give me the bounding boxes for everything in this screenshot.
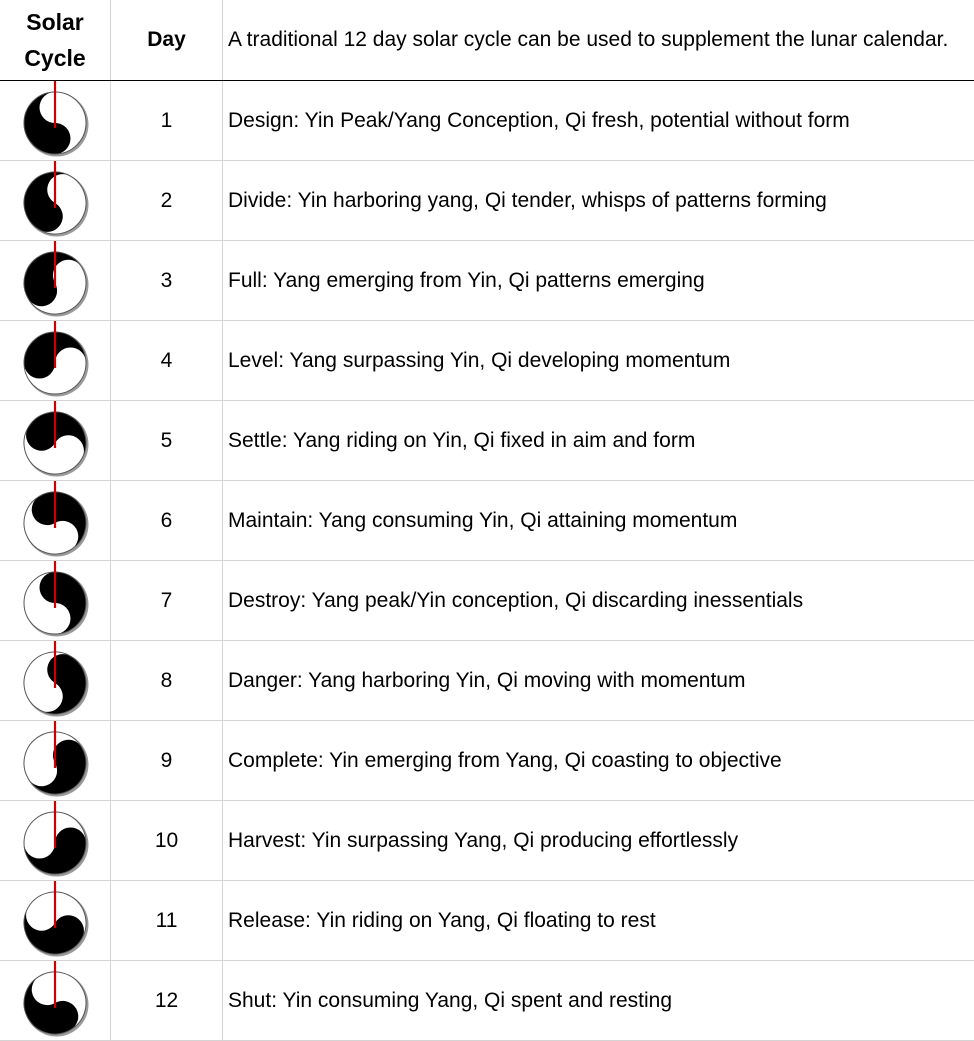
day-cell: 9 [111, 721, 223, 800]
day-cell: 10 [111, 801, 223, 880]
yin-yang-icon [15, 801, 95, 881]
description-cell: Maintain: Yang consuming Yin, Qi attaining momentum [228, 508, 738, 532]
yin-yang-icon [15, 161, 95, 241]
yin-yang-icon [15, 881, 95, 961]
header-description: A traditional 12 day solar cycle can be used to supplement the lunar calendar. [228, 28, 949, 51]
header-solar-cycle [0, 0, 111, 80]
table-row [0, 881, 974, 961]
symbol-cell [0, 561, 111, 640]
symbol-cell [0, 401, 111, 480]
header-row [0, 0, 974, 81]
day-cell: 1 [111, 81, 223, 160]
symbol-cell [0, 81, 111, 160]
yin-yang-icon [15, 561, 95, 641]
table-row [0, 801, 974, 881]
description-cell: Shut: Yin consuming Yang, Qi spent and resting [228, 988, 673, 1012]
header-day: Day [111, 0, 223, 80]
yin-yang-icon [15, 401, 95, 481]
day-cell: 5 [111, 401, 223, 480]
symbol-cell [0, 961, 111, 1040]
table-row [0, 401, 974, 481]
day-cell: 12 [111, 961, 223, 1040]
yin-yang-icon [15, 241, 95, 321]
header-solar: Solar [26, 9, 84, 35]
description-cell: Full: Yang emerging from Yin, Qi patterns emerging [228, 268, 705, 292]
description-cell: Divide: Yin harboring yang, Qi tender, whisps of patterns forming [228, 188, 827, 212]
table-row [0, 81, 974, 161]
table-row [0, 481, 974, 561]
symbol-cell [0, 881, 111, 960]
yin-yang-icon [15, 721, 95, 801]
description-cell: Settle: Yang riding on Yin, Qi fixed in aim and form [228, 428, 696, 452]
description-cell: Design: Yin Peak/Yang Conception, Qi fresh, potential without form [228, 108, 850, 132]
symbol-cell [0, 721, 111, 800]
day-cell: 11 [111, 881, 223, 960]
description-cell: Release: Yin riding on Yang, Qi floating to rest [228, 908, 656, 932]
symbol-cell [0, 321, 111, 400]
description-cell: Danger: Yang harboring Yin, Qi moving with momentum [228, 668, 746, 692]
table-row [0, 321, 974, 401]
symbol-cell [0, 641, 111, 720]
table-row [0, 161, 974, 241]
yin-yang-icon [15, 81, 95, 161]
table-row [0, 961, 974, 1041]
header-cycle: Cycle [24, 45, 86, 71]
table-row [0, 641, 974, 721]
day-cell: 2 [111, 161, 223, 240]
description-cell: Harvest: Yin surpassing Yang, Qi producing effortlessly [228, 828, 739, 852]
symbol-cell [0, 801, 111, 880]
yin-yang-icon [15, 481, 95, 561]
table-row [0, 241, 974, 321]
table-row [0, 721, 974, 801]
description-cell: Complete: Yin emerging from Yang, Qi coasting to objective [228, 748, 782, 772]
description-cell: Level: Yang surpassing Yin, Qi developing momentum [228, 348, 731, 372]
day-cell: 4 [111, 321, 223, 400]
yin-yang-icon [15, 321, 95, 401]
symbol-cell [0, 481, 111, 560]
yin-yang-icon [15, 961, 95, 1041]
symbol-cell [0, 241, 111, 320]
day-cell: 3 [111, 241, 223, 320]
yin-yang-icon [15, 641, 95, 721]
symbol-cell [0, 161, 111, 240]
description-cell: Destroy: Yang peak/Yin conception, Qi discarding inessentials [228, 588, 804, 612]
day-cell: 7 [111, 561, 223, 640]
day-cell: 6 [111, 481, 223, 560]
table-row [0, 561, 974, 641]
day-cell: 8 [111, 641, 223, 720]
